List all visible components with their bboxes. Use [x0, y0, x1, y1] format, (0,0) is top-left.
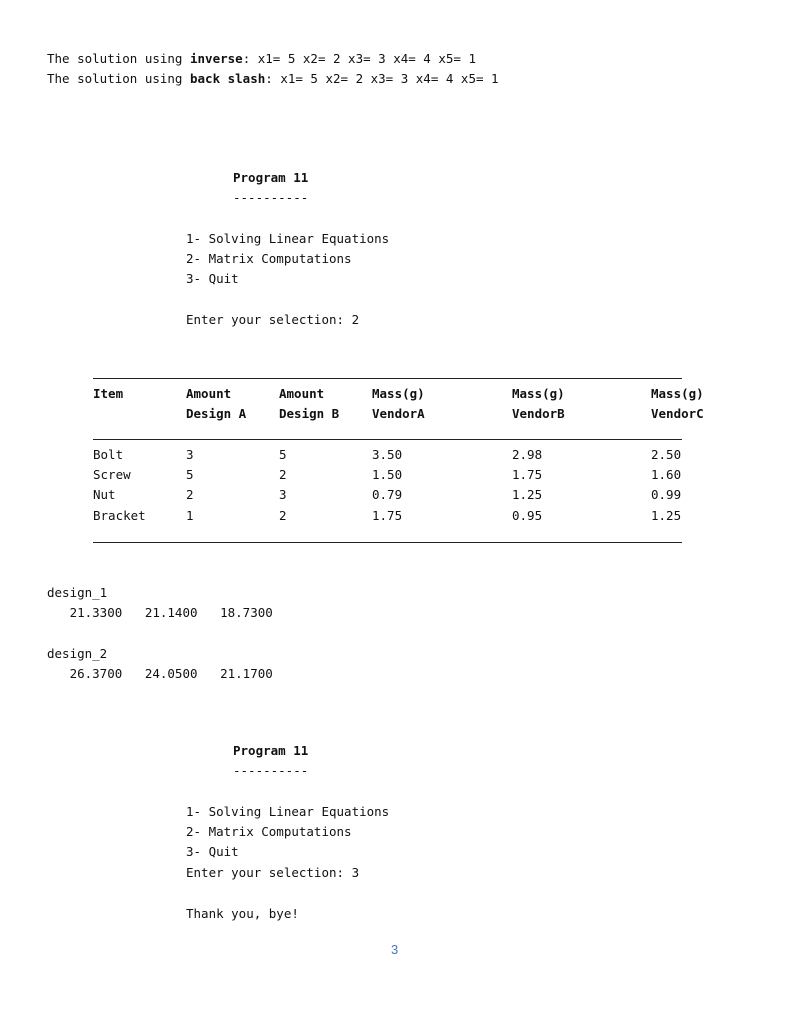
menu2-title-underline: ----------	[233, 763, 309, 778]
table-cell: 2	[186, 487, 194, 502]
header-vendor-b: VendorB	[512, 406, 565, 421]
menu1-option-1: 1- Solving Linear Equations	[186, 231, 390, 246]
header-item: Item	[93, 386, 124, 401]
table-cell: 3.50	[372, 447, 403, 462]
table-cell: 5	[279, 447, 287, 462]
table-cell: 0.99	[651, 487, 682, 502]
table-cell: 1	[186, 508, 194, 523]
table-cell: 1.50	[372, 467, 403, 482]
table-cell: 0.79	[372, 487, 403, 502]
table-cell: 3	[186, 447, 194, 462]
header-mass-b: Mass(g)	[512, 386, 565, 401]
menu2-option-2: 2- Matrix Computations	[186, 824, 352, 839]
table-cell: 3	[279, 487, 287, 502]
table-cell: 1.25	[651, 508, 682, 523]
table-cell: Bolt	[93, 447, 124, 462]
menu1-title-underline: ----------	[233, 190, 309, 205]
menu1-title: Program 11	[233, 170, 309, 185]
menu2-option-1: 1- Solving Linear Equations	[186, 804, 390, 819]
menu2-title: Program 11	[233, 743, 309, 758]
table-cell: 2	[279, 508, 287, 523]
table-top-rule	[93, 378, 682, 379]
farewell-message: Thank you, bye!	[186, 906, 299, 921]
table-cell: Nut	[93, 487, 116, 502]
table-cell: 0.95	[512, 508, 543, 523]
header-design-a: Design A	[186, 406, 247, 421]
page-number: 3	[391, 942, 399, 957]
header-design-b: Design B	[279, 406, 340, 421]
menu1-option-2: 2- Matrix Computations	[186, 251, 352, 266]
table-cell: 5	[186, 467, 194, 482]
header-vendor-c: VendorC	[651, 406, 704, 421]
table-cell: 2.50	[651, 447, 682, 462]
design-1-values: 21.3300 21.1400 18.7300	[47, 605, 273, 620]
table-cell: 1.60	[651, 467, 682, 482]
table-cell: 1.75	[512, 467, 543, 482]
header-mass-c: Mass(g)	[651, 386, 704, 401]
table-cell: 1.75	[372, 508, 403, 523]
solution-inverse-line: The solution using inverse: x1= 5 x2= 2 x3= 3 x4= 4 x5= 1	[47, 51, 476, 66]
table-cell: Bracket	[93, 508, 146, 523]
menu1-prompt: Enter your selection: 2	[186, 312, 360, 327]
header-amount-b: Amount	[279, 386, 325, 401]
table-header-rule	[93, 439, 682, 440]
solution-backslash-line: The solution using back slash: x1= 5 x2= 2 x3= 3 x4= 4 x5= 1	[47, 71, 499, 86]
table-cell: 1.25	[512, 487, 543, 502]
table-bottom-rule	[93, 542, 682, 543]
header-mass-a: Mass(g)	[372, 386, 425, 401]
table-cell: 2	[279, 467, 287, 482]
header-amount-a: Amount	[186, 386, 232, 401]
design-2-values: 26.3700 24.0500 21.1700	[47, 666, 273, 681]
menu2-option-3: 3- Quit	[186, 844, 239, 859]
menu2-prompt: Enter your selection: 3	[186, 865, 360, 880]
menu1-option-3: 3- Quit	[186, 271, 239, 286]
design-2-label: design_2	[47, 646, 108, 661]
design-1-label: design_1	[47, 585, 108, 600]
table-cell: 2.98	[512, 447, 543, 462]
table-cell: Screw	[93, 467, 131, 482]
header-vendor-a: VendorA	[372, 406, 425, 421]
